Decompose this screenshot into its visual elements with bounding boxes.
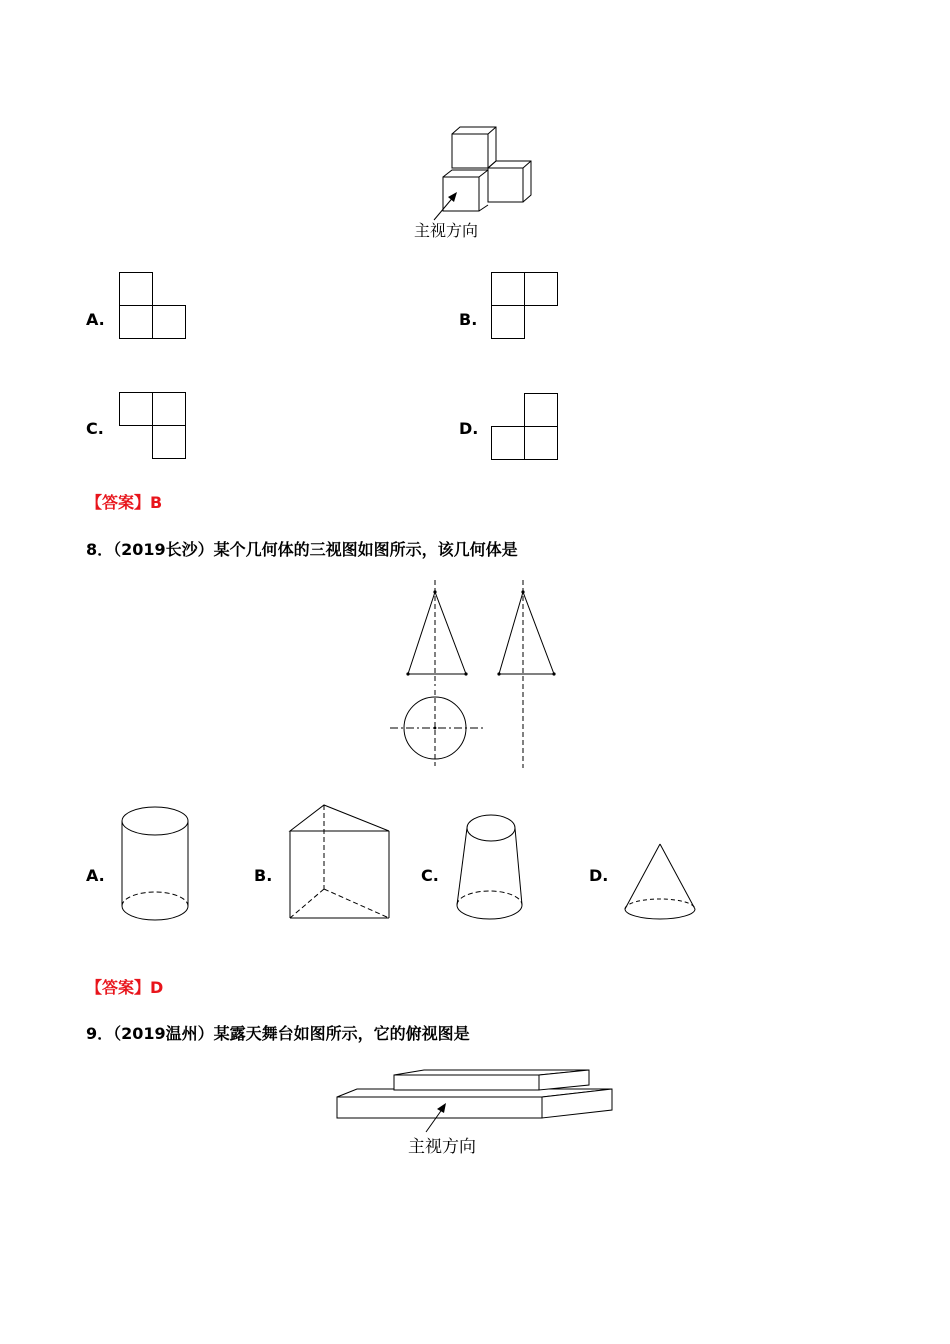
q7-option-b-figure (491, 272, 559, 340)
q8-answer-bracket: 【答案】 (86, 978, 151, 997)
q7-answer-value: B (150, 493, 163, 512)
q9-number: 9． (86, 1024, 114, 1043)
q8-text: （2019长沙）某个几何体的三视图如图所示，该几何体是 (113, 540, 518, 559)
q8-option-c-label: C. (421, 866, 439, 885)
q8-option-d-label: D. (589, 866, 609, 885)
q9-text: （2019温州）某露天舞台如图所示，它的俯视图是 (113, 1024, 470, 1043)
q8-option-d-cone (622, 842, 698, 922)
q8-option-a-label: A. (86, 866, 105, 885)
q8-stem (86, 537, 518, 560)
q7-view-direction-caption: 主视方向 (414, 221, 479, 240)
q8-answer (86, 975, 163, 998)
q7-option-b-label: B. (459, 310, 478, 329)
q7-option-a-figure (119, 272, 187, 340)
q9-stage-figure (335, 1066, 617, 1122)
q9-view-direction-caption: 主视方向 (408, 1137, 476, 1157)
q7-option-d-label: D. (459, 419, 479, 438)
q8-option-a-cylinder (119, 804, 191, 922)
q9-stem (86, 1021, 470, 1044)
q7-answer (86, 490, 162, 513)
q8-option-b-label: B. (254, 866, 273, 885)
q8-three-views-figure (388, 578, 560, 770)
q7-option-a-label: A. (86, 310, 105, 329)
q7-answer-bracket: 【答案】 (86, 493, 151, 512)
q8-number: 8． (86, 540, 114, 559)
q9-view-arrow (420, 1100, 454, 1136)
q7-option-c-figure (119, 392, 187, 460)
q7-option-d-figure (491, 393, 559, 461)
q7-option-c-label: C. (86, 419, 104, 438)
q8-option-b-prism (287, 803, 393, 923)
q8-answer-value: D (150, 978, 164, 997)
q8-option-c-frustum (454, 812, 526, 922)
